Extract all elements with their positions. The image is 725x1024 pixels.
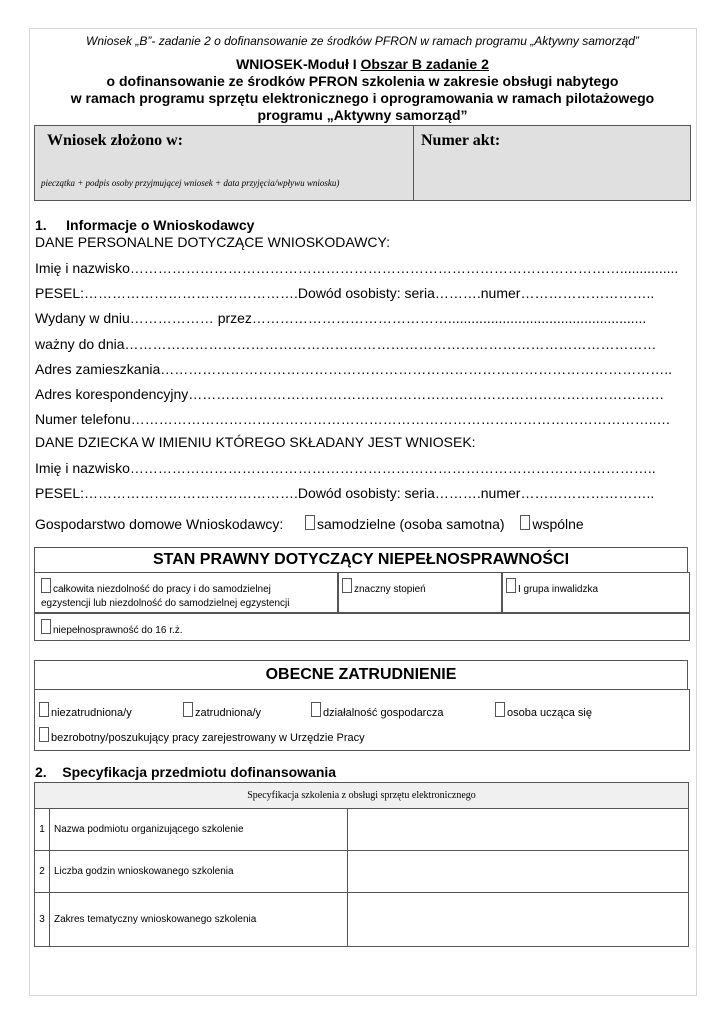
residence-address-field[interactable]: Adres zamieszkania……………………………………………………………………………………………….. bbox=[35, 361, 673, 377]
specification-table bbox=[34, 782, 689, 947]
section2-heading bbox=[35, 764, 690, 780]
child-name-field[interactable]: Imię i nazwisko………………………………………………………………………………………………….. bbox=[35, 460, 656, 476]
row-number: 1 bbox=[35, 809, 50, 851]
disability-option-1-cell bbox=[34, 572, 339, 614]
id-valid-until-field[interactable]: ważny do dnia…………………………………………………………………………………………………… bbox=[35, 336, 657, 352]
row-label: Nazwa podmiotu organizującego szkolenie bbox=[50, 809, 348, 851]
title-line-2: o dofinansowanie ze środków PFRON szkolenia w zakresie obsługi nabytego bbox=[106, 73, 619, 89]
table-row bbox=[35, 893, 689, 947]
table-row bbox=[35, 809, 689, 851]
employment-employed-checkbox[interactable] bbox=[183, 702, 193, 717]
personal-data-heading: DANE PERSONALNE DOTYCZĄCE WNIOSKODAWCY: bbox=[35, 234, 390, 250]
row-number: 2 bbox=[35, 851, 50, 893]
employment-options bbox=[34, 689, 690, 751]
submission-box bbox=[34, 125, 691, 201]
section1-heading: 1. Informacje o Wnioskodawcy bbox=[35, 217, 255, 233]
section2-heading-text: 2. Specyfikacja przedmiotu dofinansowania bbox=[35, 764, 337, 780]
spec-table-title: Specyfikacja szkolenia z obsługi sprzętu elektronicznego bbox=[35, 783, 689, 809]
title-line-4: programu „Aktywny samorząd” bbox=[257, 107, 468, 123]
employment-business-checkbox[interactable] bbox=[311, 702, 321, 717]
disability-significant-label: znaczny stopień bbox=[354, 584, 426, 595]
household-shared-checkbox[interactable] bbox=[520, 515, 530, 530]
row-value-field[interactable] bbox=[348, 893, 689, 947]
disability-significant-checkbox[interactable] bbox=[342, 578, 352, 593]
submission-stamp-area[interactable] bbox=[35, 126, 414, 200]
employment-unemployed-checkbox[interactable] bbox=[39, 702, 49, 717]
form-title bbox=[30, 56, 695, 124]
id-issued-field[interactable]: Wydany w dniu……………… przez……………………………………................................................... bbox=[35, 310, 647, 326]
row-number: 3 bbox=[35, 893, 50, 947]
header-note: Wniosek „B”- zadanie 2 o dofinansowanie ze środków PFRON w ramach programu „Aktywny samorząd” bbox=[86, 34, 639, 48]
household-label: Gospodarstwo domowe Wnioskodawcy: bbox=[35, 516, 284, 532]
disability-under16-checkbox[interactable] bbox=[41, 619, 51, 634]
row-label: Zakres tematyczny wnioskowanego szkolenia bbox=[50, 893, 348, 947]
household-shared-label: wspólne bbox=[532, 516, 584, 532]
phone-number-field[interactable]: Numer telefonu…………………………………………………………………………………………………..… bbox=[35, 411, 671, 427]
child-data-heading: DANE DZIECKA W IMIENIU KTÓREGO SKŁADANY JEST WNIOSEK: bbox=[35, 434, 476, 450]
file-number-label: Numer akt: bbox=[421, 132, 501, 149]
disability-option-3-cell bbox=[501, 572, 690, 614]
row-value-field[interactable] bbox=[348, 809, 689, 851]
employment-jobseeker-checkbox[interactable] bbox=[39, 727, 49, 742]
household-row bbox=[35, 515, 690, 532]
disability-incapacity-checkbox[interactable] bbox=[41, 578, 51, 593]
submitted-label: Wniosek złożono w: bbox=[47, 132, 183, 149]
employment-student-checkbox[interactable] bbox=[495, 702, 505, 717]
disability-incapacity-label-b: egzystencji lub niezdolność do samodzielnej egzystencji bbox=[41, 598, 290, 609]
applicant-pesel-id-field[interactable]: PESEL:……………………………………….Dowód osobisty: seria……….numer……………………….. bbox=[35, 285, 655, 301]
employment-heading: OBECNE ZATRUDNIENIE bbox=[34, 660, 688, 690]
title-module: WNIOSEK-Moduł I bbox=[236, 56, 361, 72]
employment-jobseeker-label: bezrobotny/poszukujący pracy zarejestrowany w Urzędzie Pracy bbox=[51, 732, 365, 744]
stamp-note: pieczątka + podpis osoby przyjmującej wniosek + data przyjęcia/wpływu wniosku) bbox=[41, 178, 340, 188]
file-number-area[interactable] bbox=[415, 126, 690, 200]
child-pesel-id-field[interactable]: PESEL:……………………………………….Dowód osobisty: seria……….numer……………………….. bbox=[35, 485, 655, 501]
employment-business-label: działalność gospodarcza bbox=[323, 707, 444, 719]
applicant-name-field[interactable]: Imię i nazwisko……………………………………………………………………………………………............... bbox=[35, 260, 679, 276]
disability-option-4-cell bbox=[34, 612, 690, 641]
employment-student-label: osoba ucząca się bbox=[507, 707, 592, 719]
correspondence-address-field[interactable]: Adres korespondencyjny………………………………………………………………………………………… bbox=[35, 386, 665, 402]
employment-employed-label: zatrudniona/y bbox=[195, 707, 262, 719]
table-row bbox=[35, 851, 689, 893]
disability-group1-label: I grupa inwalidzka bbox=[518, 584, 599, 595]
household-single-label: samodzielne (osoba samotna) bbox=[317, 516, 505, 532]
disability-heading: STAN PRAWNY DOTYCZĄCY NIEPEŁNOSPRAWNOŚCI bbox=[34, 547, 688, 573]
disability-group1-checkbox[interactable] bbox=[506, 578, 516, 593]
disability-incapacity-label-a: całkowita niezdolność do pracy i do samodzielnej bbox=[53, 584, 271, 595]
row-label: Liczba godzin wnioskowanego szkolenia bbox=[50, 851, 348, 893]
title-area: Obszar B zadanie 2 bbox=[360, 56, 489, 72]
row-value-field[interactable] bbox=[348, 851, 689, 893]
disability-under16-label: niepełnosprawność do 16 r.ż. bbox=[53, 625, 183, 636]
title-line-3: w ramach programu sprzętu elektronicznego i oprogramowania w ramach pilotażowego bbox=[70, 90, 655, 106]
household-single-checkbox[interactable] bbox=[305, 515, 315, 530]
employment-unemployed-label: niezatrudniona/y bbox=[51, 707, 132, 719]
disability-option-2-cell bbox=[337, 572, 503, 614]
